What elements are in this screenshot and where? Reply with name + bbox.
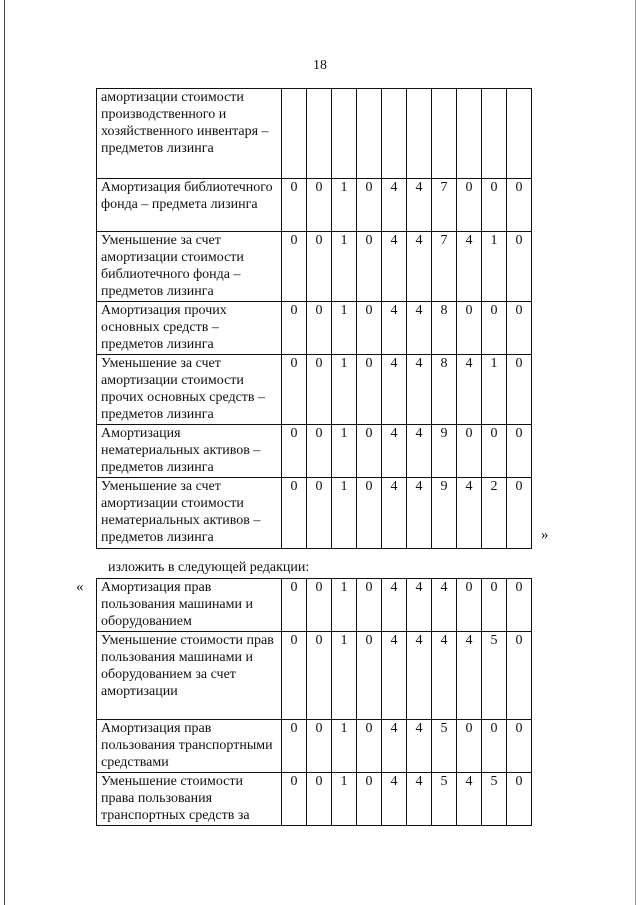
code-digit: 0 [282, 632, 307, 720]
code-digit: 1 [332, 632, 357, 720]
row-label: Амортизация нематериальных активов – предметов лизинга [97, 425, 282, 478]
code-digit: 1 [332, 579, 357, 632]
code-digit: 4 [407, 720, 432, 773]
row-label: Амортизация прочих основных средств – предметов лизинга [97, 302, 282, 355]
code-digit: 4 [457, 232, 482, 302]
code-digit: 5 [432, 773, 457, 826]
amendment-intro-text: изложить в следующей редакции: [108, 560, 310, 575]
table-row [97, 579, 532, 632]
code-digit: 1 [332, 355, 357, 425]
page-number: 18 [313, 58, 327, 73]
code-digit: 0 [307, 773, 332, 826]
code-digit: 5 [432, 720, 457, 773]
code-digit: 4 [407, 773, 432, 826]
code-digit: 0 [307, 355, 332, 425]
code-digit: 0 [357, 773, 382, 826]
code-digit [407, 89, 432, 179]
code-digit [507, 89, 532, 179]
code-digit: 0 [357, 579, 382, 632]
code-digit: 0 [507, 355, 532, 425]
code-digit: 0 [482, 720, 507, 773]
code-digit [357, 89, 382, 179]
code-digit: 0 [282, 478, 307, 549]
code-digit: 0 [307, 179, 332, 232]
code-digit: 0 [507, 302, 532, 355]
code-digit: 4 [382, 232, 407, 302]
code-digit: 0 [507, 232, 532, 302]
code-digit: 0 [357, 179, 382, 232]
code-digit: 0 [482, 579, 507, 632]
code-table-new [96, 578, 532, 826]
table-row [97, 478, 532, 549]
code-digit: 0 [307, 632, 332, 720]
code-digit [432, 89, 457, 179]
code-digit: 1 [332, 773, 357, 826]
table-row [97, 632, 532, 720]
opening-quote: « [76, 579, 84, 595]
page-edge-left [4, 0, 5, 905]
code-digit: 1 [482, 232, 507, 302]
code-digit: 0 [457, 302, 482, 355]
code-digit: 0 [307, 232, 332, 302]
code-digit: 1 [332, 232, 357, 302]
code-digit: 0 [482, 179, 507, 232]
code-digit: 0 [282, 232, 307, 302]
code-digit: 9 [432, 478, 457, 549]
code-digit: 8 [432, 355, 457, 425]
code-digit: 0 [307, 302, 332, 355]
code-digit: 4 [407, 179, 432, 232]
code-digit: 4 [407, 632, 432, 720]
code-digit: 4 [407, 478, 432, 549]
code-digit: 4 [382, 720, 407, 773]
code-digit: 0 [507, 579, 532, 632]
code-digit: 4 [382, 302, 407, 355]
code-digit: 0 [307, 425, 332, 478]
code-digit [382, 89, 407, 179]
code-digit: 5 [482, 773, 507, 826]
code-digit: 0 [507, 632, 532, 720]
row-label: Амортизация прав пользования машинами и оборудованием [97, 579, 282, 632]
closing-quote: » [541, 527, 549, 543]
code-digit [457, 89, 482, 179]
code-digit: 0 [307, 478, 332, 549]
code-digit: 4 [457, 773, 482, 826]
code-table-current [96, 88, 532, 549]
row-label: Уменьшение за счет амортизации стоимости библиотечного фонда – предметов лизинга [97, 232, 282, 302]
code-digit: 0 [357, 632, 382, 720]
code-digit: 4 [457, 478, 482, 549]
row-label: Уменьшение стоимости прав пользования машинами и оборудованием за счет амортизации [97, 632, 282, 720]
code-digit: 7 [432, 179, 457, 232]
code-digit: 1 [332, 179, 357, 232]
code-digit: 1 [332, 720, 357, 773]
code-digit: 0 [507, 179, 532, 232]
code-digit: 2 [482, 478, 507, 549]
code-digit: 4 [432, 632, 457, 720]
code-digit: 0 [482, 425, 507, 478]
code-digit: 0 [457, 720, 482, 773]
code-digit: 4 [382, 425, 407, 478]
code-digit: 0 [357, 302, 382, 355]
code-digit: 0 [282, 720, 307, 773]
page-edge-right [635, 0, 636, 905]
code-digit: 0 [357, 425, 382, 478]
table-row [97, 425, 532, 478]
code-digit [282, 89, 307, 179]
code-digit: 0 [282, 355, 307, 425]
row-label: Уменьшение стоимости права пользования транспортных средств за [97, 773, 282, 826]
row-label: Амортизация библиотечного фонда – предмета лизинга [97, 179, 282, 232]
code-digit: 0 [282, 425, 307, 478]
code-digit: 4 [457, 355, 482, 425]
code-digit: 7 [432, 232, 457, 302]
table-row [97, 232, 532, 302]
row-label: амортизации стоимости производственного и хозяйственного инвентаря – предметов лизинга [97, 89, 282, 179]
code-digit: 0 [482, 302, 507, 355]
code-digit: 8 [432, 302, 457, 355]
code-digit: 0 [357, 355, 382, 425]
code-digit: 4 [407, 425, 432, 478]
code-digit [482, 89, 507, 179]
code-digit: 4 [382, 478, 407, 549]
code-digit: 0 [357, 478, 382, 549]
code-digit: 1 [332, 478, 357, 549]
code-digit: 0 [457, 425, 482, 478]
row-label: Амортизация прав пользования транспортными средствами [97, 720, 282, 773]
table-row [97, 773, 532, 826]
code-digit: 0 [507, 720, 532, 773]
table-row [97, 720, 532, 773]
code-digit [332, 89, 357, 179]
code-digit: 4 [432, 579, 457, 632]
code-digit: 5 [482, 632, 507, 720]
code-digit: 4 [407, 579, 432, 632]
row-label: Уменьшение за счет амортизации стоимости нематериальных активов – предметов лизинга [97, 478, 282, 549]
code-digit: 0 [457, 579, 482, 632]
code-digit: 4 [407, 232, 432, 302]
code-digit: 4 [382, 632, 407, 720]
code-digit: 4 [407, 302, 432, 355]
code-digit: 4 [382, 355, 407, 425]
code-digit: 1 [482, 355, 507, 425]
code-digit: 0 [457, 179, 482, 232]
code-digit: 0 [507, 425, 532, 478]
code-digit [307, 89, 332, 179]
code-digit: 4 [382, 773, 407, 826]
row-label: Уменьшение за счет амортизации стоимости прочих основных средств – предметов лизинга [97, 355, 282, 425]
code-digit: 0 [282, 302, 307, 355]
code-digit: 4 [457, 632, 482, 720]
table-row [97, 355, 532, 425]
code-digit: 1 [332, 425, 357, 478]
code-digit: 4 [382, 579, 407, 632]
code-digit: 4 [382, 179, 407, 232]
table-row [97, 89, 532, 179]
code-digit: 0 [282, 579, 307, 632]
code-digit: 0 [507, 773, 532, 826]
code-digit: 0 [282, 179, 307, 232]
code-digit: 1 [332, 302, 357, 355]
code-digit: 0 [507, 478, 532, 549]
code-digit: 0 [307, 579, 332, 632]
code-digit: 0 [357, 720, 382, 773]
table-row [97, 179, 532, 232]
code-digit: 0 [282, 773, 307, 826]
code-digit: 9 [432, 425, 457, 478]
code-digit: 0 [357, 232, 382, 302]
code-digit: 4 [407, 355, 432, 425]
table-row [97, 302, 532, 355]
code-digit: 0 [307, 720, 332, 773]
